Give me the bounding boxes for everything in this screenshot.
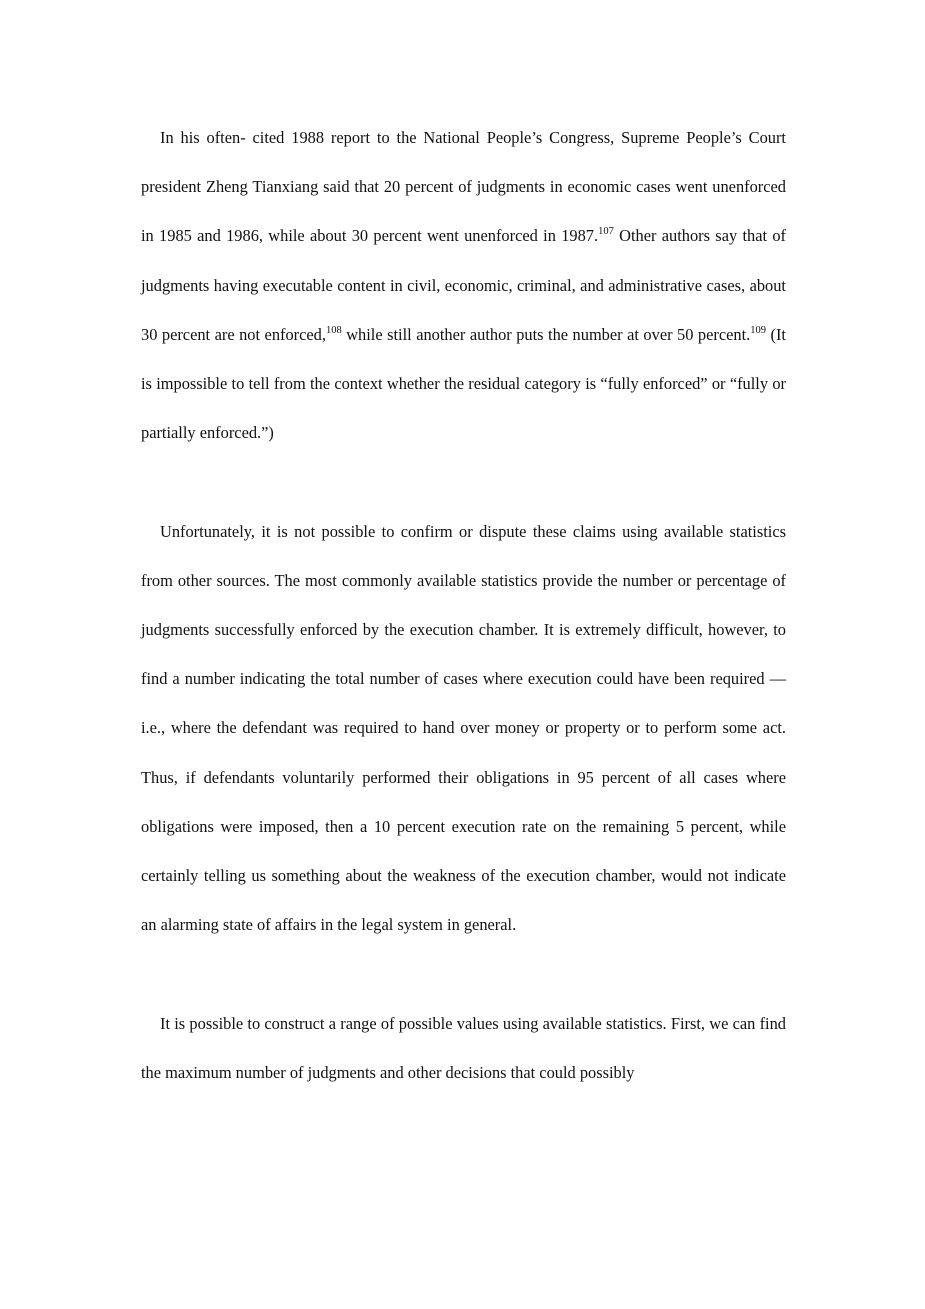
paragraph-spacer <box>141 949 786 998</box>
paragraph-2 <box>141 507 786 950</box>
paragraph-1-text-2: Other authors say that of judgments having executable content in civil, economic, criminal, and administrative cases, about 30 percent are not enforced, <box>141 226 786 344</box>
paragraph-1-text-4: (It is impossible to tell from the context whether the residual category is “fully enforced” or “fully or partially enforced.”) <box>141 324 786 443</box>
footnote-ref-109: 109 <box>750 324 767 336</box>
footnote-ref-107: 107 <box>598 226 614 238</box>
paragraph-1-text-1: In his often- cited 1988 report to the National People’s Congress, Supreme People’s Court president Zheng Tianxiang said that 20 percent of judgments in economic cases went unenforced in 1985 and 1986, while about 30 percent went unenforced in 1987. <box>141 128 786 246</box>
paragraph-3-text: It is possible to construct a range of possible values using available statistics. First, we can find the maximum number of judgments and other decisions that could possibly <box>141 1013 786 1082</box>
paragraph-2-text: Unfortunately, it is not possible to confirm or dispute these claims using available statistics from other sources. The most commonly available statistics provide the number or percentage of judgments successfully enforced by the execution chamber. It is extremely difficult, however, to find a number indicating the total number of cases where execution could have been required — i.e., where the defendant was required to hand over money or property or to perform some act. Thus, if defendants voluntarily performed their obligations in 95 percent of all cases where obligations were imposed, then a 10 percent execution rate on the remaining 5 percent, while certainly telling us something about the weakness of the execution chamber, would not indicate an alarming state of affairs in the legal system in general. <box>141 521 786 935</box>
paragraph-1 <box>141 113 786 457</box>
paragraph-1-text-3: while still another author puts the number at over 50 percent. <box>341 324 751 344</box>
paragraph-spacer <box>141 457 786 506</box>
footnote-ref-108: 108 <box>325 324 342 336</box>
document-page <box>141 113 786 1097</box>
paragraph-3 <box>141 999 786 1097</box>
